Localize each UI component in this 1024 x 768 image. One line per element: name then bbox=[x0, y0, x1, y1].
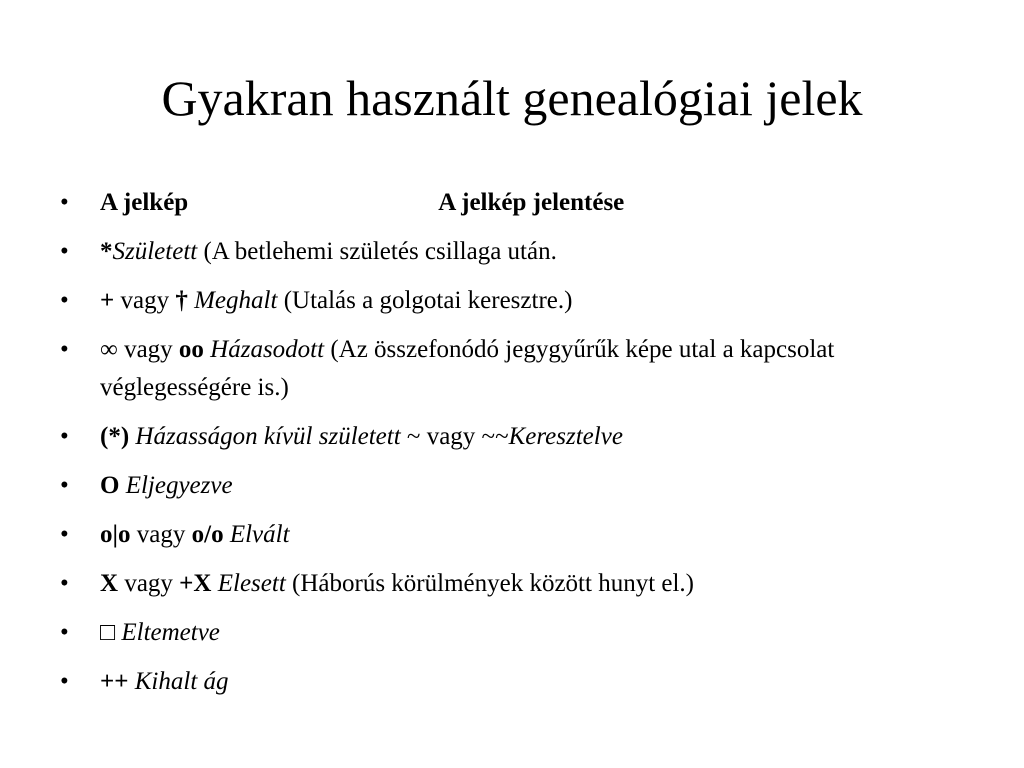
bullet-text-run: Eljegyezve bbox=[125, 472, 233, 499]
bullet-marker: • bbox=[60, 521, 69, 548]
bullet-text-run: Keresztelve bbox=[508, 423, 623, 450]
slide-title: Gyakran használt genealógiai jelek bbox=[161, 70, 863, 126]
bullet-marker: • bbox=[60, 570, 69, 597]
bullet-text-run: (A betlehemi születés csillaga után. bbox=[197, 238, 557, 265]
bullet-text-run: vagy bbox=[118, 570, 180, 597]
bullet-text-run: +X bbox=[179, 570, 212, 597]
bullet-text-run: o/o bbox=[191, 521, 224, 548]
bullet-text-run: (Utalás a golgotai keresztre.) bbox=[277, 287, 573, 314]
bullet-text-run: O bbox=[100, 472, 120, 499]
bullet-item bbox=[60, 614, 970, 652]
bullet-marker: • bbox=[60, 336, 69, 363]
bullet-text-run: Meghalt bbox=[194, 287, 278, 314]
bullet-marker: • bbox=[60, 287, 69, 314]
bullet-marker: • bbox=[60, 189, 69, 216]
bullet-text-run: + bbox=[100, 287, 115, 314]
bullet-text-run: (Háborús körülmények között hunyt el.) bbox=[285, 570, 695, 597]
bullet-marker: • bbox=[60, 423, 69, 450]
bullet-text-run: Házasodott bbox=[210, 336, 325, 363]
bullet-text-run: (Az összefonódó jegygyűrűk képe utal a kapcsolat véglegességére is.) bbox=[100, 336, 835, 401]
bullet-text-run: A jelkép bbox=[100, 189, 189, 216]
bullet-text-run: Eltemetve bbox=[121, 619, 220, 646]
bullet-list bbox=[60, 184, 970, 701]
bullet-item bbox=[60, 516, 970, 554]
bullet-text-run: □ bbox=[100, 619, 122, 646]
bullet-text-run: (*) bbox=[100, 423, 130, 450]
bullet-text-run: Született bbox=[112, 238, 198, 265]
bullet-text-run: * bbox=[100, 238, 113, 265]
bullet-text-run: ∞ vagy bbox=[100, 336, 179, 363]
bullet-text-run: ++ bbox=[100, 668, 129, 695]
bullet-text-run: vagy bbox=[114, 287, 176, 314]
bullet-marker: • bbox=[60, 668, 69, 695]
bullet-item bbox=[60, 418, 970, 456]
bullet-text-run: Házasságon kívül született bbox=[135, 423, 401, 450]
bullet-marker: • bbox=[60, 472, 69, 499]
bullet-text-run: Elvált bbox=[229, 521, 290, 548]
bullet-text-run: X bbox=[100, 570, 119, 597]
bullet-text-run: vagy bbox=[130, 521, 192, 548]
bullet-marker: • bbox=[60, 619, 69, 646]
bullet-text-run: o|o bbox=[100, 521, 131, 548]
bullet-text-run: Elesett bbox=[217, 570, 286, 597]
bullet-text-run: ~ vagy ~~ bbox=[400, 423, 509, 450]
bullet-text-run: † bbox=[175, 287, 188, 314]
bullet-item bbox=[60, 233, 970, 271]
bullet-text-run: Kihalt ág bbox=[134, 668, 229, 695]
bullet-text-run: oo bbox=[178, 336, 204, 363]
bullet-text-run: A jelkép jelentése bbox=[438, 189, 625, 216]
bullet-item bbox=[60, 663, 970, 701]
bullet-item bbox=[60, 467, 970, 505]
bullet-marker: • bbox=[60, 238, 69, 265]
bullet-item bbox=[60, 282, 970, 320]
bullet-item bbox=[60, 331, 970, 407]
bullet-item bbox=[60, 184, 970, 222]
bullet-item bbox=[60, 565, 970, 603]
